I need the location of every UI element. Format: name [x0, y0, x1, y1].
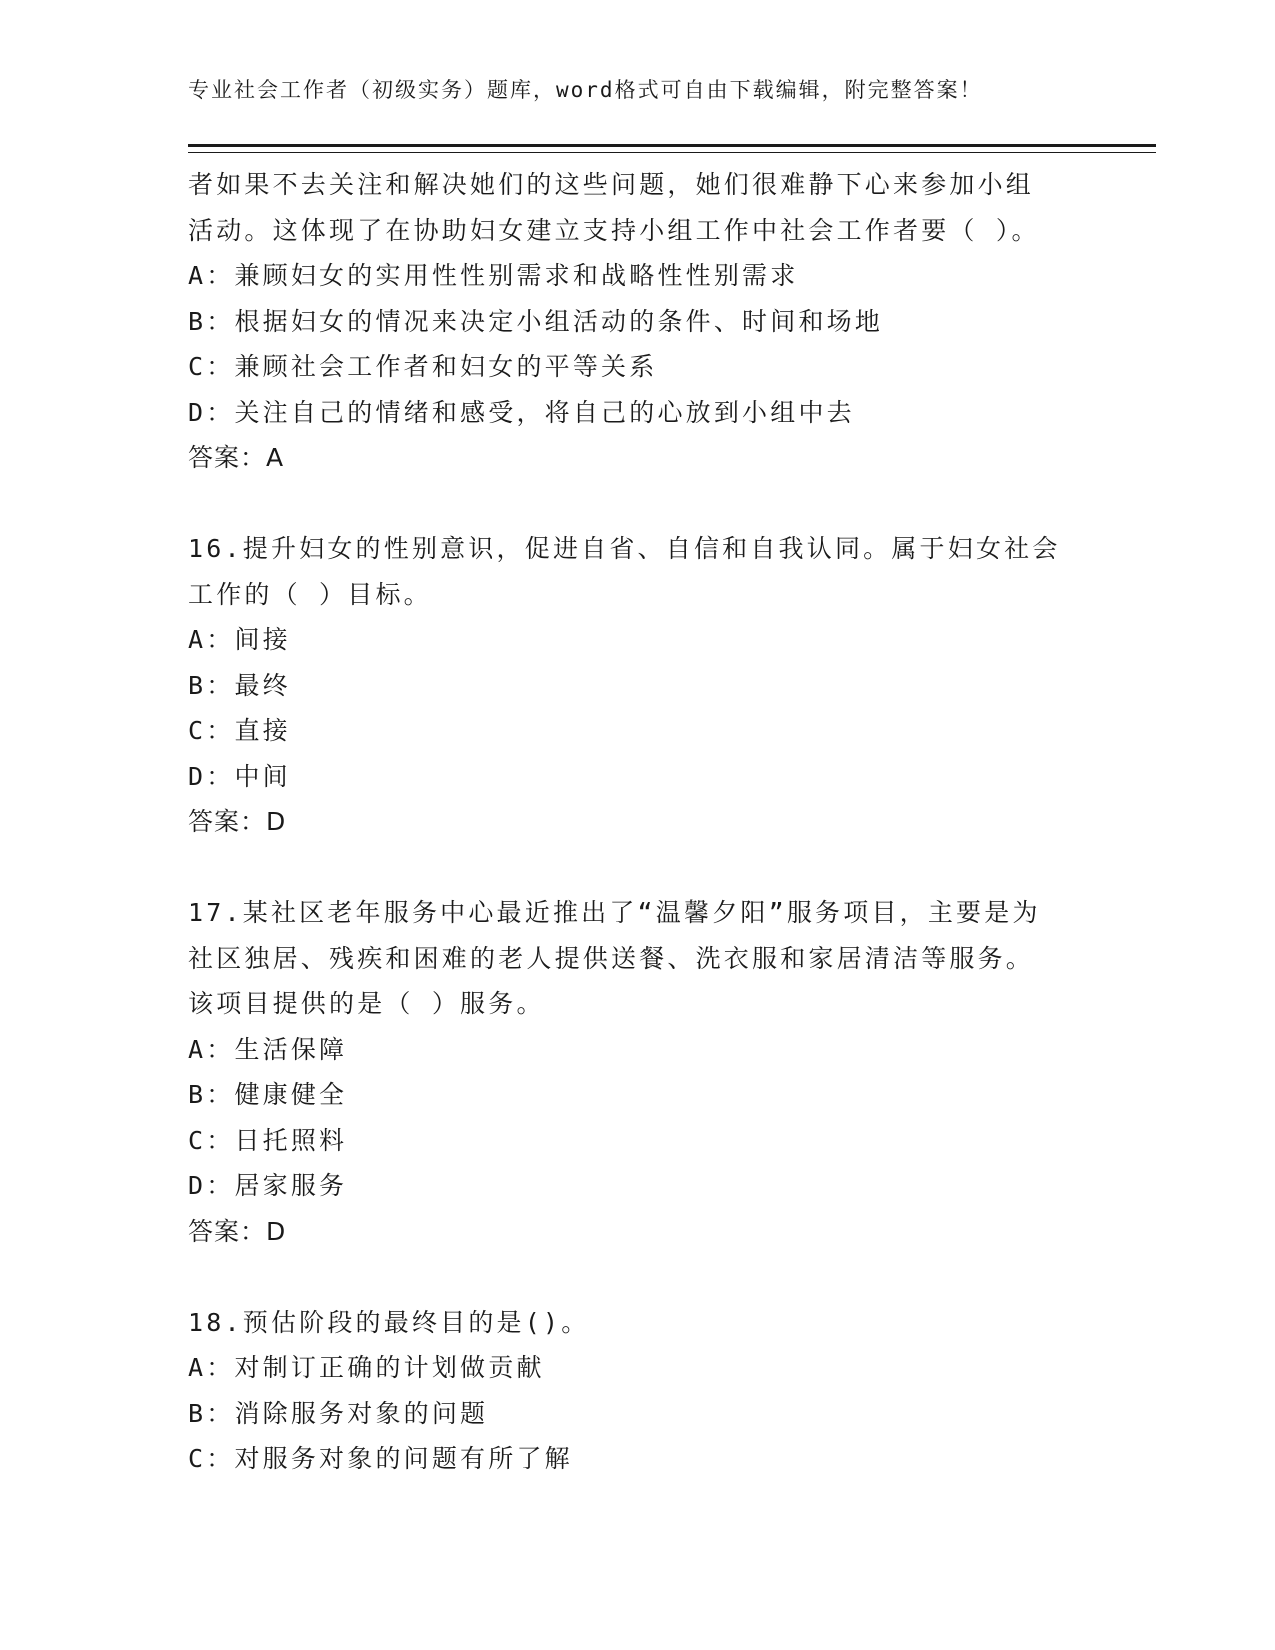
answer-line: 答案：D [188, 807, 287, 836]
question-stem-line: 活动。这体现了在协助妇女建立支持小组工作中社会工作者要（ ）。 [188, 215, 1040, 245]
option-c: C：直接 [188, 716, 291, 745]
option-a: A：间接 [188, 625, 291, 654]
question-content [188, 162, 1148, 1482]
option-c: C：日托照料 [188, 1125, 348, 1155]
question-16 [188, 526, 1148, 845]
option-a: A：兼顾妇女的实用性性别需求和战略性性别需求 [188, 261, 799, 290]
option-b: B：最终 [188, 670, 291, 700]
header-divider [188, 144, 1156, 153]
question-stem-line: 工作的（ ）目标。 [188, 579, 432, 609]
question-stem-line: 16.提升妇女的性别意识，促进自省、自信和自我认同。属于妇女社会 [188, 534, 1061, 563]
spacer [188, 1254, 1148, 1300]
spacer [188, 845, 1148, 891]
option-c: C：兼顾社会工作者和妇女的平等关系 [188, 352, 658, 381]
answer-line: 答案：D [188, 1216, 287, 1246]
option-b: B：根据妇女的情况来决定小组活动的条件、时间和场地 [188, 306, 884, 336]
option-a: A：生活保障 [188, 1034, 348, 1064]
option-d: D：中间 [188, 761, 291, 791]
question-stem-line: 该项目提供的是（ ）服务。 [188, 989, 545, 1018]
option-c: C：对服务对象的问题有所了解 [188, 1444, 573, 1473]
page-header: 专业社会工作者（初级实务）题库，word格式可自由下载编辑，附完整答案！ [188, 78, 983, 102]
option-d: D：关注自己的情绪和感受，将自己的心放到小组中去 [188, 397, 855, 427]
answer-line: 答案：A [188, 443, 285, 472]
option-b: B：健康健全 [188, 1080, 348, 1109]
question-15-continued [188, 162, 1148, 481]
option-d: D：居家服务 [188, 1171, 348, 1200]
question-stem-line: 18.预估阶段的最终目的是()。 [188, 1307, 590, 1337]
question-stem-line: 者如果不去关注和解决她们的这些问题，她们很难静下心来参加小组 [188, 170, 1035, 199]
question-stem-line: 社区独居、残疾和困难的老人提供送餐、洗衣服和家居清洁等服务。 [188, 943, 1035, 973]
question-17 [188, 890, 1148, 1254]
spacer [188, 481, 1148, 527]
question-stem-line: 17.某社区老年服务中心最近推出了“温馨夕阳”服务项目，主要是为 [188, 898, 1041, 927]
question-18 [188, 1300, 1148, 1482]
option-a: A：对制订正确的计划做贡献 [188, 1353, 545, 1382]
option-b: B：消除服务对象的问题 [188, 1398, 489, 1428]
